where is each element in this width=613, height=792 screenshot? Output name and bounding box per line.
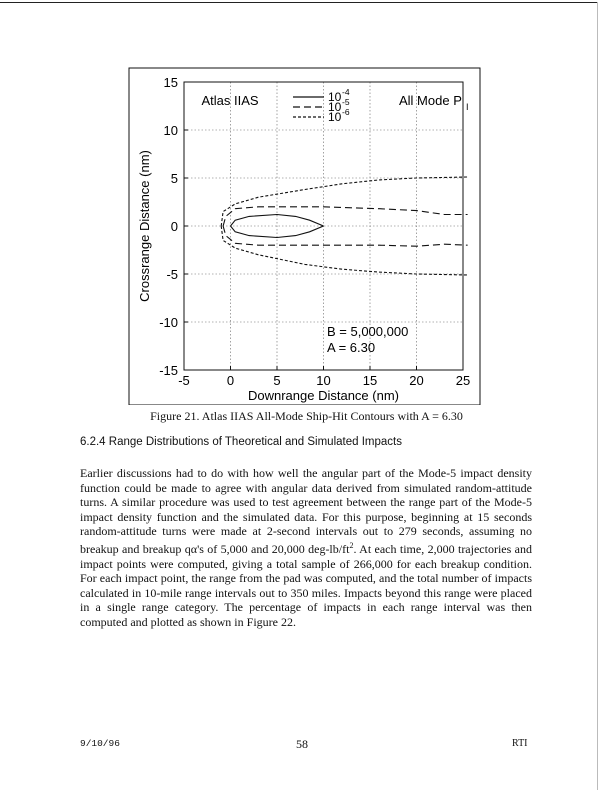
contour-dash-dot-upper xyxy=(221,177,467,226)
y-tick-label: -10 xyxy=(159,315,178,330)
y-tick-label: 10 xyxy=(163,123,178,138)
annotation-atlas-iias: Atlas IIAS xyxy=(201,93,259,108)
section-heading: 6.2.4 Range Distributions of Theoretical and Simulated Impacts xyxy=(80,436,402,448)
x-tick-label: 20 xyxy=(409,373,424,388)
annotation-param-a: A = 6.30 xyxy=(327,340,376,355)
body-text-part-2: 's of 5,000 and 20,000 deg-lb/ft xyxy=(197,541,350,556)
legend-label-base: 10 xyxy=(328,90,342,104)
chart-legend xyxy=(293,87,350,124)
footer-date: 9/10/96 xyxy=(80,738,120,749)
body-paragraph xyxy=(80,466,532,630)
y-tick-label: 0 xyxy=(170,219,178,234)
annotation-param-b: B = 5,000,000 xyxy=(327,324,409,339)
y-tick-label: 15 xyxy=(163,75,178,90)
contour-solid-lower xyxy=(231,226,324,238)
superscript-2: 2 xyxy=(349,540,354,550)
legend-label-exponent: -5 xyxy=(342,97,350,107)
body-text-part-3: . At each time, 2,000 trajectories and impact points were computed, giving a total sample of 266,000 for each breakup condition. For each impact point, the range from the pad was computed, and the total number of impacts calculated in 10-mile range intervals out to 350 miles. Impacts beyond this range were placed in a single range category. The percentage of impacts in each range interval was then computed and plotted as shown in Figure 22. xyxy=(80,541,532,629)
contour-dashed-upper xyxy=(223,207,468,226)
body-text-part-1: Earlier discussions had to do with how well the angular part of the Mode-5 impact density function could be made to agree with angular data derived from simulated random-attitude turns. A similar procedure was used to test agreement between the range part of the Mode-5 impact density function and the simulated data. For this purpose, beginning at 15 seconds random-attitude turns were made at 2-second intervals out to 279 seconds, assuming no breakup and breakup q xyxy=(80,466,532,556)
x-tick-label: 15 xyxy=(362,373,378,388)
legend-label-base: 10 xyxy=(328,110,342,124)
x-axis-label: Downrange Distance (nm) xyxy=(247,388,400,403)
x-tick-label: -5 xyxy=(178,373,190,388)
y-tick-label: -5 xyxy=(166,267,178,282)
y-axis-label: Crossrange Distance (nm) xyxy=(137,150,152,302)
footer-organization: RTI xyxy=(512,738,528,749)
x-tick-label: 25 xyxy=(455,373,471,388)
y-tick-label: -15 xyxy=(159,363,178,378)
x-tick-label: 5 xyxy=(273,373,281,388)
legend-label-base: 10 xyxy=(328,100,342,114)
footer-page-number: 58 xyxy=(296,737,308,751)
legend-label-exponent: -4 xyxy=(342,87,350,97)
x-tick-label: 10 xyxy=(316,373,331,388)
y-tick-label: 5 xyxy=(170,171,178,186)
chart-outer-frame xyxy=(129,68,480,405)
chart-labels xyxy=(137,75,470,403)
annotation-all-mode-subscript: I xyxy=(466,102,469,112)
figure-caption: Figure 21. Atlas IIAS All-Mode Ship-Hit Contours with A = 6.30 xyxy=(150,409,463,423)
annotation-all-mode: All Mode P xyxy=(399,93,462,108)
x-tick-label: 0 xyxy=(226,373,235,388)
alpha-symbol: α xyxy=(190,541,198,556)
contour-dash-dot-lower xyxy=(221,226,467,275)
legend-label-exponent: -6 xyxy=(342,107,350,117)
